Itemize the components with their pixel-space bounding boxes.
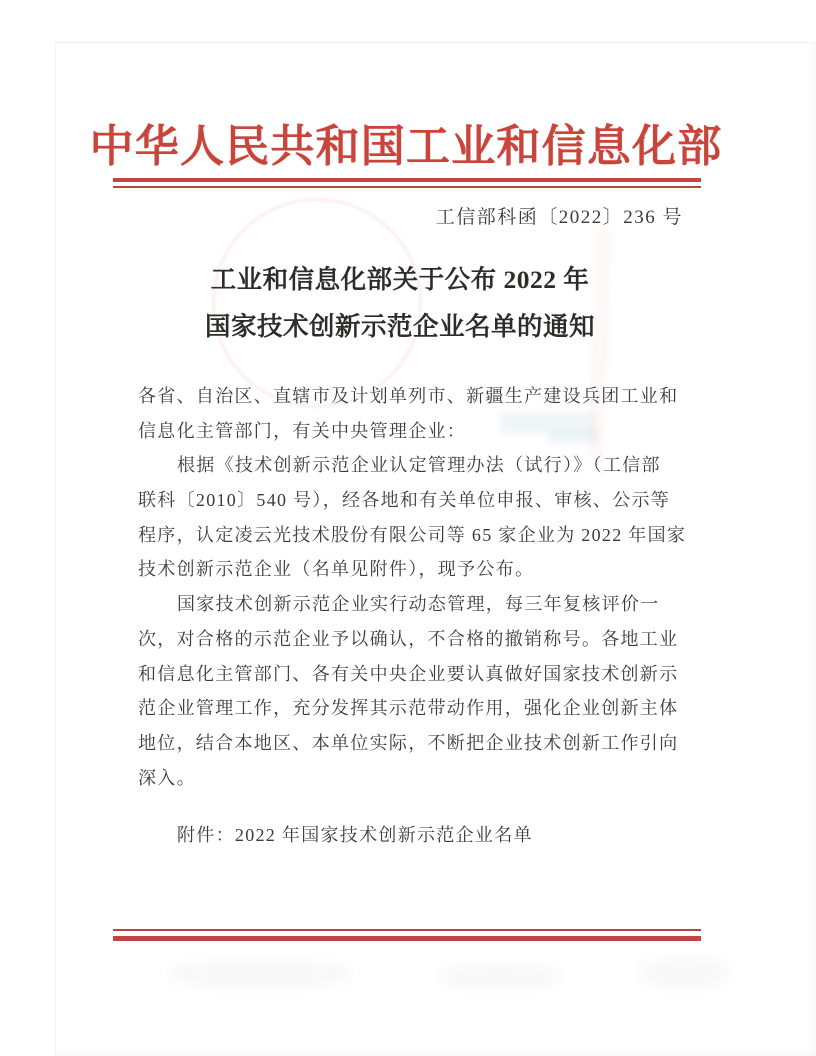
body-line: 联科〔2010〕540 号），经各地和有关单位申报、审核、公示等 [138,490,671,511]
body-line: 国家技术创新示范企业实行动态管理，每三年复核评价一 [177,594,660,615]
attachment-line: 附件：2022 年国家技术创新示范企业名单 [177,825,533,845]
body-line: 信息化主管部门，有关中央管理企业： [138,420,467,441]
body-line: 各省、自治区、直辖市及计划单列市、新疆生产建设兵团工业和 [138,386,679,406]
body-line: 根据《技术创新示范企业认定管理办法（试行）》（工信部 [177,455,661,476]
header-rule-thick [113,178,701,182]
footer-rule-thick [113,936,701,941]
body-line: 范企业管理工作，充分发挥其示范带动作用，强化企业创新主体 [138,698,679,719]
ink-bleed-smudge [440,965,560,989]
body-line: 地位，结合本地区、本单位实际，不断把企业技术创新工作引向 [138,732,679,753]
body-line: 程序，认定凌云光技术股份有限公司等 65 家企业为 2022 年国家 [138,524,687,545]
body-line: 和信息化主管部门、各有关中央企业要认真做好国家技术创新示 [138,663,679,684]
body-line: 次，对合格的示范企业予以确认，不合格的撤销称号。各地工业 [138,628,679,649]
footer-rule-thin [113,929,701,931]
title-line-1: 工业和信息化部关于公布 2022 年 [210,265,590,294]
document-title [0,256,800,350]
document-body [138,379,698,795]
header-rule-thin [113,186,701,188]
ink-bleed-smudge [640,958,730,988]
document-number: 工信部科函〔2022〕236 号 [435,207,683,228]
title-line-2: 国家技术创新示范企业名单的通知 [204,312,595,341]
ink-bleed-smudge [170,960,350,988]
body-line: 深入。 [138,767,196,788]
agency-header: 中华人民共和国工业和信息化部 [89,122,723,171]
body-line: 技术创新示范企业（名单见附件），现予公布。 [138,559,535,580]
